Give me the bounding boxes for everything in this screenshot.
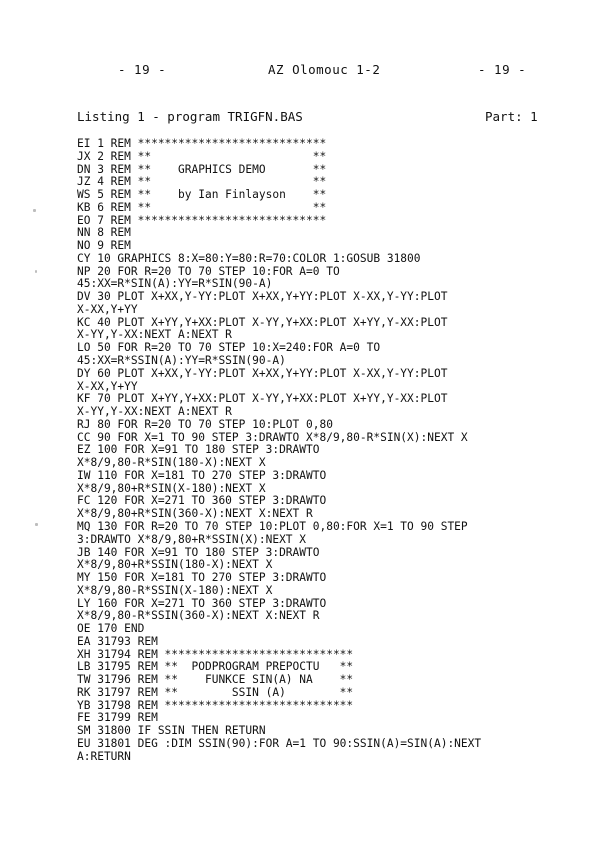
code-line: X*8/9,80-R*SSIN(X-180):NEXT X: [77, 583, 273, 597]
code-line: CY 10 GRAPHICS 8:X=80:Y=80:R=70:COLOR 1:GOSUB 31800: [77, 251, 421, 265]
code-line: 3:DRAWTO X*8/9,80+R*SSIN(X):NEXT X: [77, 532, 307, 546]
code-line: JZ 4 REM ** **: [77, 175, 327, 189]
code-line: JB 140 FOR X=91 TO 180 STEP 3:DRAWTO: [77, 545, 320, 559]
scan-mark-dot: [33, 209, 36, 212]
scan-mark-dot: [35, 270, 37, 273]
code-line: KB 6 REM ** **: [77, 200, 327, 214]
code-line: EA 31793 REM: [77, 634, 158, 648]
code-line: LB 31795 REM ** PODPROGRAM PREPOCTU **: [77, 660, 354, 674]
page-number-right: - 19 -: [478, 62, 527, 77]
code-line: X*8/9,80+R*SIN(X-180):NEXT X: [77, 481, 266, 495]
code-line: CC 90 FOR X=1 TO 90 STEP 3:DRAWTO X*8/9,80-R*SIN(X):NEXT X: [77, 430, 468, 444]
code-line: X*8/9,80+R*SSIN(180-X):NEXT X: [77, 558, 273, 572]
listing-part-label: Part: 1: [485, 109, 538, 124]
page-header-title: AZ Olomouc 1-2: [268, 62, 381, 77]
code-line: MQ 130 FOR R=20 TO 70 STEP 10:PLOT 0,80:FOR X=1 TO 90 STEP: [77, 519, 468, 533]
code-line: MY 150 FOR X=181 TO 270 STEP 3:DRAWTO: [77, 571, 327, 585]
code-line: WS 5 REM ** by Ian Finlayson **: [77, 188, 327, 202]
code-line: LY 160 FOR X=271 TO 360 STEP 3:DRAWTO: [77, 596, 327, 610]
code-line: 45:XX=R*SIN(A):YY=R*SIN(90-A): [77, 277, 273, 291]
listing-title: Listing 1 - program TRIGFN.BAS: [77, 109, 303, 124]
code-line: FE 31799 REM: [77, 711, 158, 725]
code-line: X-XX,Y+YY: [77, 379, 138, 393]
code-line: NP 20 FOR R=20 TO 70 STEP 10:FOR A=0 TO: [77, 264, 340, 278]
code-line: DN 3 REM ** GRAPHICS DEMO **: [77, 162, 327, 176]
code-line: EU 31801 DEG :DIM SSIN(90):FOR A=1 TO 90:SSIN(A)=SIN(A):NEXT: [77, 736, 482, 750]
code-line: X-YY,Y-XX:NEXT A:NEXT R: [77, 328, 232, 342]
code-line: LO 50 FOR R=20 TO 70 STEP 10:X=240:FOR A=0 TO: [77, 341, 381, 355]
code-line: EO 7 REM ****************************: [77, 213, 327, 227]
code-line: IW 110 FOR X=181 TO 270 STEP 3:DRAWTO: [77, 468, 327, 482]
code-line: OE 170 END: [77, 622, 145, 636]
code-line: X-XX,Y+YY: [77, 302, 138, 316]
scan-mark-dot: [35, 523, 38, 526]
code-line: TW 31796 REM ** FUNKCE SIN(A) NA **: [77, 673, 354, 687]
code-line: DY 60 PLOT X+XX,Y-YY:PLOT X+XX,Y+YY:PLOT X-XX,Y-YY:PLOT: [77, 366, 448, 380]
code-line: KC 40 PLOT X+YY,Y+XX:PLOT X-YY,Y+XX:PLOT X+YY,Y-XX:PLOT: [77, 315, 448, 329]
page-number-left: - 19 -: [118, 62, 167, 77]
code-line: NO 9 REM: [77, 239, 131, 253]
code-line: JX 2 REM ** **: [77, 149, 327, 163]
code-line: X-YY,Y-XX:NEXT A:NEXT R: [77, 405, 232, 419]
code-line: FC 120 FOR X=271 TO 360 STEP 3:DRAWTO: [77, 494, 327, 508]
program-listing: [77, 138, 577, 764]
code-line: RK 31797 REM ** SSIN (A) **: [77, 685, 354, 699]
code-line: XH 31794 REM ****************************: [77, 647, 354, 661]
code-line: EI 1 REM ****************************: [77, 137, 327, 150]
code-line: YB 31798 REM ****************************: [77, 698, 354, 712]
code-line: SM 31800 IF SSIN THEN RETURN: [77, 724, 266, 738]
code-line: X*8/9,80-R*SSIN(360-X):NEXT X:NEXT R: [77, 609, 320, 623]
code-line: KF 70 PLOT X+YY,Y+XX:PLOT X-YY,Y+XX:PLOT X+YY,Y-XX:PLOT: [77, 392, 448, 406]
code-line: A:RETURN: [77, 749, 131, 763]
code-line: NN 8 REM: [77, 226, 131, 240]
code-line: X*8/9,80-R*SIN(180-X):NEXT X: [77, 456, 266, 470]
code-line: 45:XX=R*SSIN(A):YY=R*SSIN(90-A): [77, 354, 286, 368]
code-line: DV 30 PLOT X+XX,Y-YY:PLOT X+XX,Y+YY:PLOT X-XX,Y-YY:PLOT: [77, 290, 448, 304]
code-line: EZ 100 FOR X=91 TO 180 STEP 3:DRAWTO: [77, 443, 320, 457]
code-line: X*8/9,80+R*SIN(360-X):NEXT X:NEXT R: [77, 507, 313, 521]
code-line: RJ 80 FOR R=20 TO 70 STEP 10:PLOT 0,80: [77, 417, 333, 431]
